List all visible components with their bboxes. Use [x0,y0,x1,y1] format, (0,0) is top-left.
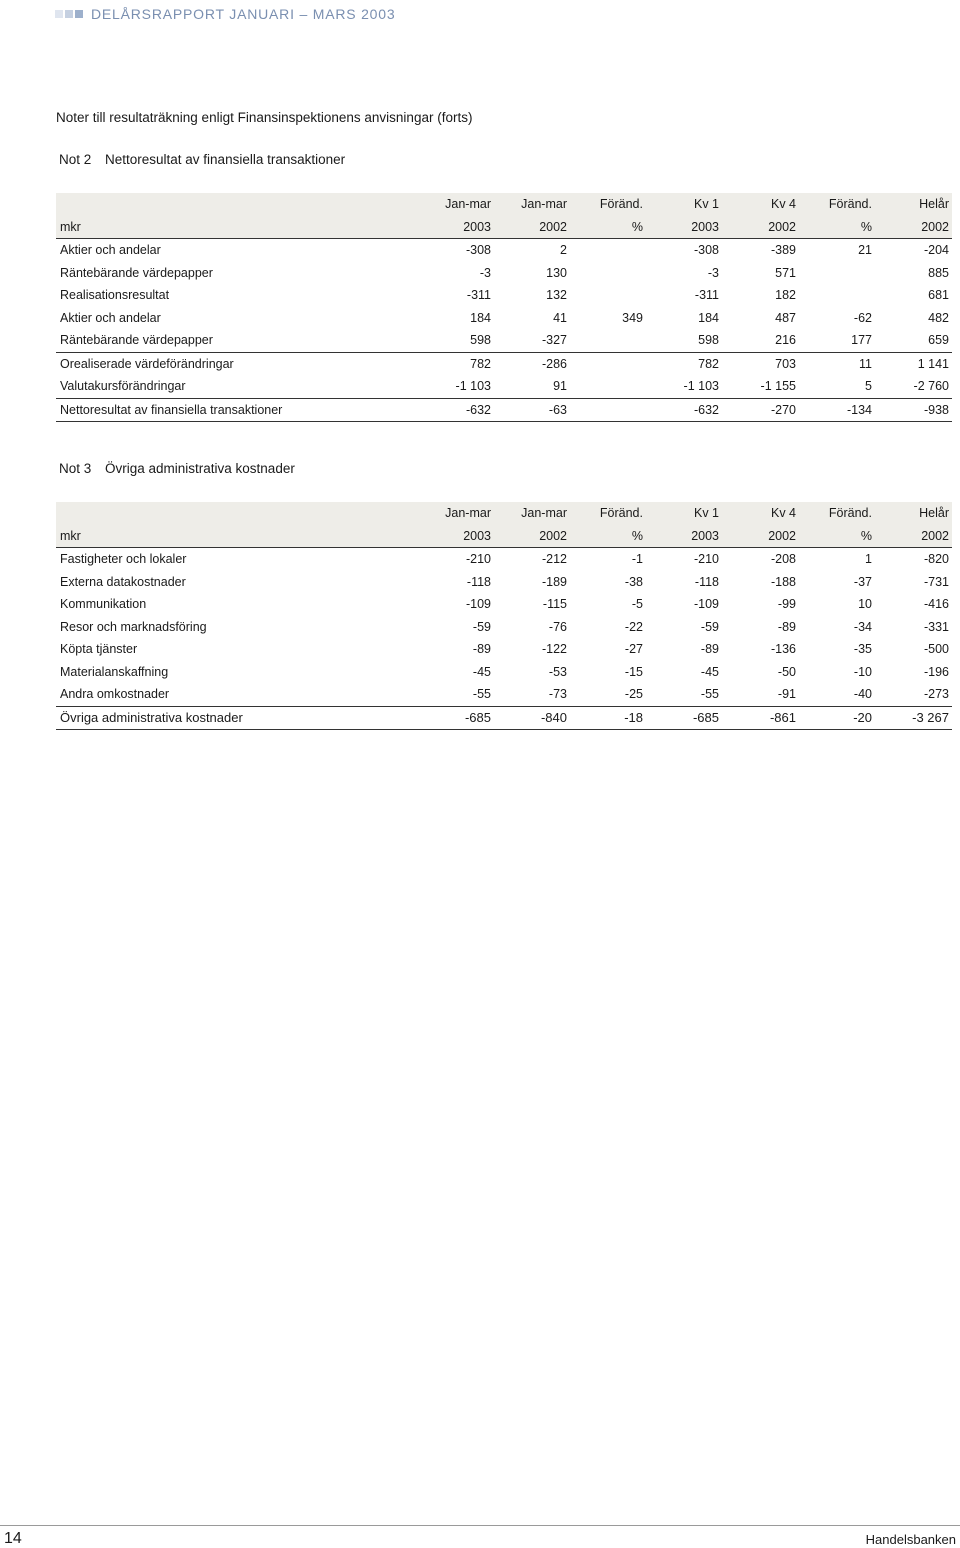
header-square-icon [75,10,83,18]
table-cell: 184 [470,310,491,325]
table-row [56,329,952,352]
table-cell: 2 [560,243,567,258]
row-label: Räntebärande värdepapper [56,329,390,352]
table-cell: -22 [624,619,643,634]
table-cell: -685 [390,706,494,730]
table-row [56,398,952,422]
table-cell: 2002 [875,216,952,239]
table-cell: -861 [722,706,799,730]
table-cell [799,262,875,285]
table-cell: Helår [875,193,952,216]
table-row [56,307,952,330]
page-number: 14 [4,1530,22,1547]
table-cell: -632 [390,398,494,422]
table-cell: 132 [546,288,567,303]
table-cell: 782 [698,356,719,371]
table-cell: 2002 [494,216,570,239]
table-cell: -45 [472,664,491,679]
table-cell: -632 [646,398,722,422]
table-cell: Jan-mar [390,193,494,216]
table-header-row [56,525,952,548]
table-row [56,571,952,594]
row-label: Övriga administrativa kostnader [56,706,390,730]
table-cell: Jan-mar [390,502,494,525]
header-square-icon [55,10,63,18]
footer-divider [0,1525,960,1526]
table-cell: -1 155 [722,375,799,398]
table-cell: -122 [541,642,567,657]
table-cell: 659 [875,329,952,352]
table-cell: -118 [466,574,491,589]
table-cell: % [799,525,875,548]
table-cell: 10 [858,597,872,612]
table-header-row [56,193,952,216]
table-row [56,616,952,639]
table-row [56,262,952,285]
table-cell: -109 [465,597,491,612]
table-cell: 681 [928,288,949,303]
table-cell: -1 103 [646,375,722,398]
note2-title: Nettoresultat av finansiella transaktioner [105,152,346,167]
table-cell: Föränd. [570,193,646,216]
table-cell: -73 [494,683,570,706]
table-cell: 41 [553,310,567,325]
table-row [56,352,952,375]
table-header-row [56,502,952,525]
table-cell: Helår [875,502,952,525]
table-cell: -59 [472,619,491,634]
table-cell: Kv 4 [722,193,799,216]
table-cell: -820 [923,552,949,567]
table-cell: -3 267 [875,706,952,730]
table-cell: -1 103 [390,375,494,398]
table-cell: -210 [465,552,491,567]
table-cell: -50 [777,664,796,679]
table-cell: Föränd. [799,502,875,525]
report-header [55,5,395,23]
table-cell: 5 [799,375,875,398]
table-cell: Jan-mar [494,502,570,525]
table-cell: -189 [541,574,567,589]
header-square-icon [65,10,73,18]
table-cell: -38 [624,574,643,589]
table-cell: -109 [693,597,719,612]
table-cell [570,284,646,307]
table-cell: -840 [494,706,570,730]
table-cell: 216 [722,329,799,352]
table-row [56,284,952,307]
table-cell: -308 [693,243,719,258]
table-cell: Föränd. [799,193,875,216]
table-cell: 598 [646,329,722,352]
table-cell: -389 [770,243,796,258]
table-cell: % [570,216,646,239]
table-cell: % [570,525,646,548]
table-cell: 2002 [722,525,799,548]
row-label [56,502,390,525]
note3-number: Not 3 [59,461,92,476]
table-cell: -89 [472,642,491,657]
table-cell: 2003 [646,525,722,548]
table-cell: -99 [777,597,796,612]
table-cell: 2002 [494,525,570,548]
table-cell: -76 [548,619,567,634]
table-cell: -731 [923,574,949,589]
table-cell: -308 [465,243,491,258]
table-cell: -89 [700,642,719,657]
table-cell: -416 [923,597,949,612]
row-label: mkr [56,525,390,548]
table-row [56,638,952,661]
table-cell: 2003 [390,525,494,548]
table-cell: -3 [707,265,719,280]
note2-number: Not 2 [59,152,92,167]
table-cell: -40 [799,683,875,706]
table-cell: % [799,216,875,239]
table-cell: -27 [624,642,643,657]
row-label [56,193,390,216]
row-label: Kommunikation [60,597,147,612]
row-label: Aktier och andelar [60,243,161,258]
table-row [56,706,952,730]
table-cell [570,352,646,375]
row-label: Andra omkostnader [56,683,390,706]
table-cell: -208 [770,552,796,567]
table-cell: -15 [624,664,643,679]
table-cell: 91 [494,375,570,398]
report-title: DELÅRSRAPPORT JANUARI – MARS 2003 [91,6,396,22]
table-cell: 571 [775,265,796,280]
table-cell: -188 [770,574,796,589]
table-cell [570,239,646,262]
table-cell [570,329,646,352]
note3-table [56,502,952,730]
table-cell: -212 [541,552,567,567]
table-cell: -91 [722,683,799,706]
table-cell: -118 [694,574,719,589]
note3-heading [59,461,295,476]
table-cell: 482 [928,310,949,325]
note3-title: Övriga administrativa kostnader [105,461,295,476]
table-cell: -20 [799,706,875,730]
table-cell: -34 [853,619,872,634]
table-row [56,593,952,616]
table-cell: -210 [693,552,719,567]
table-cell: -327 [494,329,570,352]
table-row [56,548,952,571]
table-cell: 598 [390,329,494,352]
table-cell: 177 [799,329,875,352]
table-cell: -311 [466,288,491,303]
table-cell: -270 [722,398,799,422]
table-cell: 703 [775,356,796,371]
table-cell: Jan-mar [494,193,570,216]
table-cell: -5 [631,597,643,612]
row-label: Materialanskaffning [60,664,169,679]
table-cell: -89 [777,619,796,634]
table-cell: 487 [775,310,796,325]
table-cell: 11 [859,356,872,371]
table-cell: -273 [875,683,952,706]
table-cell: Föränd. [570,502,646,525]
table-cell: -25 [570,683,646,706]
table-cell: -311 [694,288,719,303]
table-cell: -134 [799,398,875,422]
table-cell: -55 [646,683,722,706]
table-cell: 885 [928,265,949,280]
table-cell: -62 [853,310,872,325]
table-cell: -35 [853,642,872,657]
table-cell: 1 [865,552,872,567]
table-cell: -45 [700,664,719,679]
note2-heading [59,152,345,167]
note2-table [56,193,952,422]
table-cell: -3 [479,265,491,280]
table-cell: -204 [923,243,949,258]
table-cell: 2002 [722,216,799,239]
table-cell: -53 [548,664,567,679]
table-cell [570,375,646,398]
table-cell: 782 [470,356,491,371]
table-row [56,239,952,262]
table-row [56,683,952,706]
table-cell [799,284,875,307]
table-cell: -136 [770,642,796,657]
table-cell: 2003 [390,216,494,239]
table-cell: 21 [858,243,872,258]
table-cell: 1 141 [917,356,949,371]
table-cell [570,262,646,285]
table-cell: -685 [646,706,722,730]
table-cell: -500 [923,642,949,657]
row-label: Räntebärande värdepapper [60,265,213,280]
table-cell: Kv 4 [722,502,799,525]
table-cell: Kv 1 [646,502,722,525]
table-row [56,661,952,684]
section-title: Noter till resultaträkning enligt Finansinspektionens anvisningar (forts) [56,110,473,125]
table-row [56,375,952,398]
row-label: Resor och marknadsföring [60,619,207,634]
row-label: Nettoresultat av finansiella transaktioner [56,398,390,422]
table-cell: -37 [853,574,872,589]
row-label: Aktier och andelar [60,310,161,325]
table-cell: -59 [700,619,719,634]
table-cell: -1 [631,552,643,567]
table-cell: 349 [622,310,643,325]
table-header-row [56,216,952,239]
table-cell: -63 [494,398,570,422]
table-cell: -115 [542,597,567,612]
table-cell: 2003 [646,216,722,239]
table-cell: -331 [923,619,949,634]
table-cell: Kv 1 [646,193,722,216]
table-cell: 2002 [875,525,952,548]
row-label: Orealiserade värdeförändringar [60,356,234,371]
table-cell: 182 [775,288,796,303]
row-label: Valutakursförändringar [56,375,390,398]
table-cell: -2 760 [875,375,952,398]
row-label: Köpta tjänster [60,642,138,657]
table-cell [570,398,646,422]
row-label: Fastigheter och lokaler [60,552,187,567]
row-label: Externa datakostnader [60,574,186,589]
table-cell: -196 [923,664,949,679]
table-cell: 130 [546,265,567,280]
row-label: Realisationsresultat [60,288,170,303]
row-label: mkr [56,216,390,239]
table-cell: -10 [853,664,872,679]
table-cell: -938 [875,398,952,422]
table-cell: -55 [390,683,494,706]
footer-brand: Handelsbanken [865,1532,956,1547]
table-cell: 184 [698,310,719,325]
table-cell: -286 [541,356,567,371]
table-cell: -18 [570,706,646,730]
